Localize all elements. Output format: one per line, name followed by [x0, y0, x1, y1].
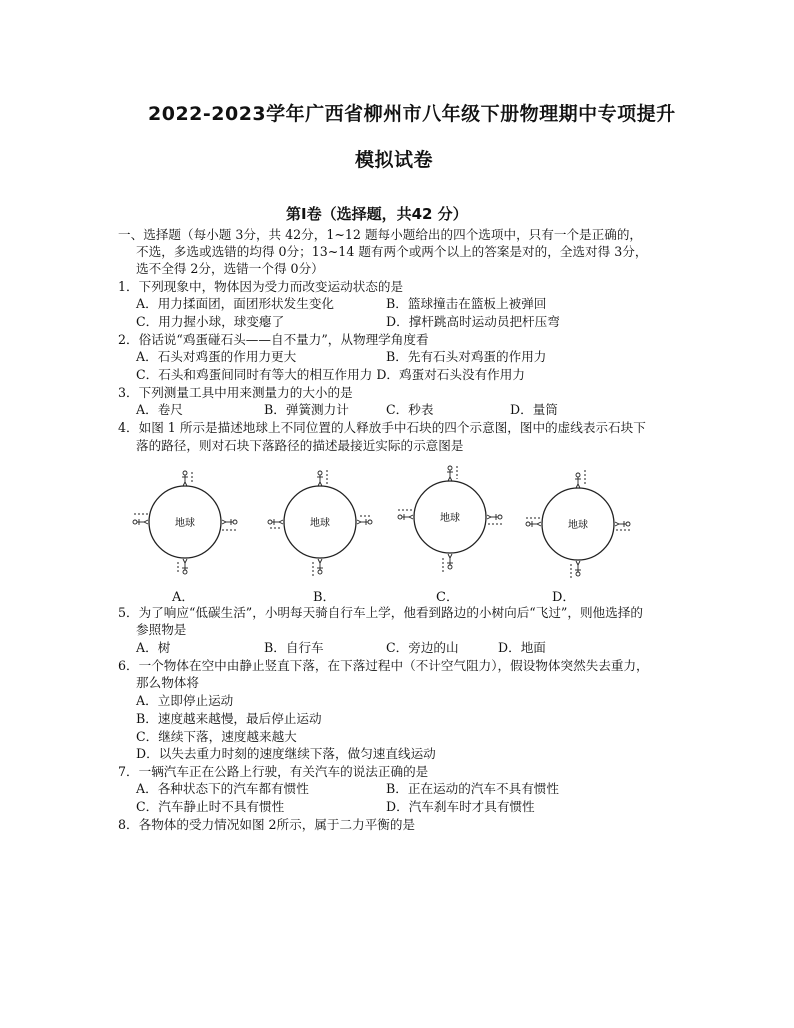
earth-diagram-d — [526, 470, 630, 578]
q6-option-c: C．继续下落，速度越来越大 — [136, 729, 297, 744]
q1-option-d: D．撑杆跳高时运动员把杆压弯 — [386, 314, 560, 329]
q7-option-d: D．汽车刹车时才具有惯性 — [386, 799, 535, 814]
q3-option-b: B．弹簧测力计 — [264, 402, 349, 417]
instructions-line2: 不选，多选或选错的均得 0分；13~14 题有两个或两个以上的答案是对的，全选对得 3分， — [136, 244, 648, 259]
q1-option-a: A．用力揉面团，面团形状发生变化 — [136, 296, 335, 311]
q4-option-d-label: D． — [552, 590, 576, 605]
q6-option-d: D．以失去重力时刻的速度继续下落，做匀速直线运动 — [136, 746, 436, 761]
q5-option-a: A．树 — [136, 640, 171, 655]
q8-stem: 8．各物体的受力情况如图 2所示，属于二力平衡的是 — [118, 817, 416, 832]
q1-option-c: C．用力握小球，球变瘪了 — [136, 314, 285, 329]
earth-label-b: 地球 — [310, 518, 330, 529]
earth-label-d: 地球 — [568, 520, 588, 531]
q6-option-a: A．立即停止运动 — [136, 693, 234, 708]
q7-option-b: B．正在运动的汽车不具有惯性 — [386, 781, 559, 796]
q7-stem: 7．一辆汽车正在公路上行驶，有关汽车的说法正确的是 — [118, 764, 429, 779]
q7-option-c: C．汽车静止时不具有惯性 — [136, 799, 285, 814]
q3-option-a: A．卷尺 — [136, 402, 183, 417]
section-title: 第I卷（选择题，共42 分） — [286, 205, 468, 223]
q3-option-d: D．量筒 — [510, 402, 558, 417]
q6-option-b: B．速度越来越慢，最后停止运动 — [136, 711, 322, 726]
q3-option-c: C．秒表 — [386, 402, 434, 417]
instructions-line3: 选不全得 2分，选错一个得 0分） — [136, 261, 324, 276]
q4-stem-line2: 落的路径，则对石块下落路径的描述最接近实际的示意图是 — [136, 438, 464, 453]
q5-stem-line2: 参照物是 — [136, 622, 187, 637]
q4-stem-line1: 4．如图 1 所示是描述地球上不同位置的人释放手中石块的四个示意图，图中的虚线表示石块下 — [118, 420, 646, 435]
q2-option-c-d: C．石头和鸡蛋间同时有等大的相互作用力 D．鸡蛋对石头没有作用力 — [136, 367, 525, 382]
q5-option-c: C．旁边的山 — [386, 640, 459, 655]
paper-title-line1: 2022-2023学年广西省柳州市八年级下册物理期中专项提升 — [148, 103, 676, 125]
earth-diagram-a — [133, 471, 237, 574]
q5-option-d: D．地面 — [498, 640, 546, 655]
earth-label-a: 地球 — [175, 518, 195, 529]
q6-stem-line1: 6．一个物体在空中由静止竖直下落，在下落过程中（不计空气阻力），假设物体突然失去重力， — [118, 658, 649, 673]
q5-option-b: B．自行车 — [264, 640, 324, 655]
q2-option-a: A．石头对鸡蛋的作用力更大 — [136, 349, 297, 364]
paper-title-line2: 模拟试卷 — [355, 149, 434, 171]
q5-stem-line1: 5．为了响应“低碳生活”，小明每天骑自行车上学，他看到路边的小树向后“飞过”，则他选择的 — [118, 605, 643, 620]
instructions-line1: 一、选择题（每小题 3分，共 42分，1~12 题每小题给出的四个选项中，只有一个是正确的， — [118, 227, 643, 242]
q2-stem: 2．俗话说“鸡蛋碰石头——自不量力”，从物理学角度看 — [118, 332, 429, 347]
earth-diagram-b — [268, 470, 372, 576]
q1-option-b: B．篮球撞击在篮板上被弹回 — [386, 296, 547, 311]
q4-option-b-label: B． — [313, 590, 336, 605]
q4-option-a-label: A． — [172, 590, 195, 605]
q1-stem: 1．下列现象中，物体因为受力而改变运动状态的是 — [118, 279, 404, 294]
q4-earth-figure — [130, 462, 640, 584]
q2-option-b: B．先有石头对鸡蛋的作用力 — [386, 349, 547, 364]
q6-stem-line2: 那么物体将 — [136, 675, 199, 690]
earth-label-c: 地球 — [440, 513, 460, 524]
q3-stem: 3．下列测量工具中用来测量力的大小的是 — [118, 385, 353, 400]
q7-option-a: A．各种状态下的汽车都有惯性 — [136, 781, 309, 796]
q4-option-c-label: C． — [436, 590, 459, 605]
earth-diagram-c — [398, 466, 502, 572]
